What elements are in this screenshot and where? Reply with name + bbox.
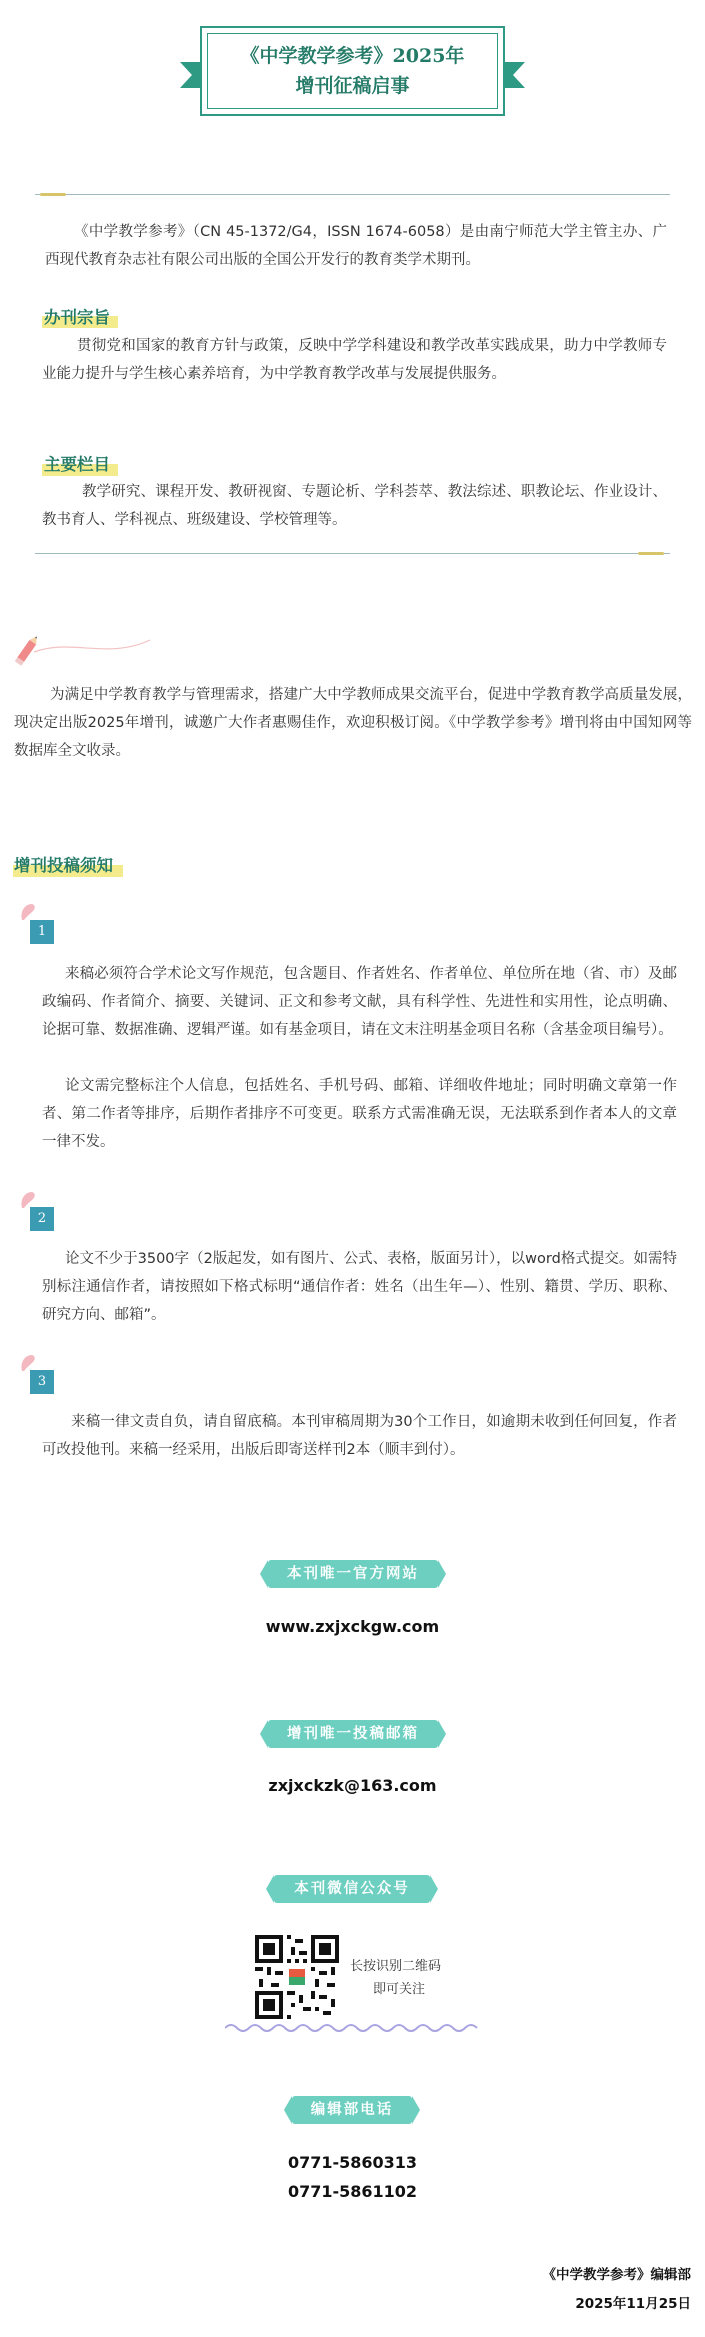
phone-number-1[interactable]: 0771-5860313 xyxy=(287,2153,418,2172)
title-banner xyxy=(200,26,505,116)
notice-item-1-number: 1 xyxy=(30,920,54,944)
notice-item-2-number: 2 xyxy=(30,1207,54,1231)
notice-item-1-paragraph-1: 来稿必须符合学术论文写作规范，包含题目、作者姓名、作者单位、单位所在地（省、市）及邮政编码、作者简介、摘要、关键词、正文和参考文献，具有科学性、先进性和实用性，论点明确、论据可靠、数据准确、逻辑严谨。如有基金项目，请在文末注明基金项目名称（含基金项目编号）。 xyxy=(42,966,677,1038)
notice-item-1-paragraph-2: 论文需完整标注个人信息，包括姓名、手机号码、邮箱、详细收件地址；同时明确文章第一作者、第二作者等排序，后期作者排序不可变更。联系方式需准确无误，无法联系到作者本人的文章一律不发。 xyxy=(42,1078,677,1150)
columns-text: 教学研究、课程开发、教研视窗、专题论析、学科荟萃、教法综述、职教论坛、作业设计、教书育人、学科视点、班级建设、学校管理等。 xyxy=(42,484,667,528)
banner-ribbon-right-notch xyxy=(513,62,525,88)
signature-org: 《中学教学参考》编辑部 xyxy=(542,2267,691,2283)
banner-ribbon-left-notch xyxy=(180,62,192,88)
qr-code-icon[interactable] xyxy=(255,1935,339,2019)
pencil-icon xyxy=(12,630,152,680)
wechat-label-pill: 本刊微信公众号 xyxy=(274,1875,430,1903)
notice-heading: 增刊投稿须知 xyxy=(14,856,113,875)
phone-number-2[interactable]: 0771-5861102 xyxy=(287,2182,418,2201)
qr-caption-line1: 长按识别二维码 xyxy=(350,1959,442,1974)
notice-item-3-paragraph-1: 来稿一律文责自负，请自留底稿。本刊审稿周期为30个工作日，如逾期未收到任何回复，作者可改投他刊。来稿一经采用，出版后即寄送样刊2本（顺丰到付）。 xyxy=(42,1414,677,1458)
purpose-heading: 办刊宗旨 xyxy=(44,308,110,327)
columns-heading: 主要栏目 xyxy=(44,455,110,474)
pin-icon xyxy=(19,902,37,922)
website-label-pill: 本刊唯一官方网站 xyxy=(268,1560,438,1588)
email-address[interactable]: zxjxckzk@163.com xyxy=(268,1776,437,1795)
section-divider-top xyxy=(35,194,670,195)
signature-date: 2025年11月25日 xyxy=(575,2296,691,2312)
page-title-line1: 《中学教学参考》2025年 xyxy=(240,45,465,67)
website-url[interactable]: www.zxjxckgw.com xyxy=(265,1617,440,1636)
wave-divider xyxy=(225,2022,480,2034)
purpose-text: 贯彻党和国家的教育方针与政策，反映中学学科建设和教学改革实践成果，助力中学教师专业能力提升与学生核心素养培育，为中学教育教学改革与发展提供服务。 xyxy=(42,338,667,382)
divider-accent-right xyxy=(638,552,664,555)
page-title-line2: 增刊征稿启事 xyxy=(295,75,410,97)
qr-caption-line2: 即可关注 xyxy=(373,1982,426,1997)
section-divider-bottom xyxy=(35,553,670,554)
email-label-pill: 增刊唯一投稿邮箱 xyxy=(268,1720,438,1748)
phone-label-pill: 编辑部电话 xyxy=(292,2096,412,2124)
divider-accent-left xyxy=(40,193,66,196)
notice-item-3-number: 3 xyxy=(30,1370,54,1394)
announcement-paragraph: 为满足中学教育教学与管理需求，搭建广大中学教师成果交流平台，促进中学教育教学高质量发展，现决定出版2025年增刊，诚邀广大作者惠赐佳作，欢迎积极订阅。《中学教学参考》增刊将由中国知网等数据库全文收录。 xyxy=(14,687,692,759)
notice-item-2-paragraph-1: 论文不少于3500字（2版起发，如有图片、公式、表格，版面另计），以word格式提交。如需特别标注通信作者，请按照如下格式标明“通信作者：姓名（出生年—）、性别、籍贯、学历、职称、研究方向、邮箱”。 xyxy=(42,1251,677,1323)
intro-paragraph: 《中学教学参考》（CN 45-1372/G4，ISSN 1674-6058）是由南宁师范大学主管主办、广西现代教育杂志社有限公司出版的全国公开发行的教育类学术期刊。 xyxy=(45,224,667,268)
